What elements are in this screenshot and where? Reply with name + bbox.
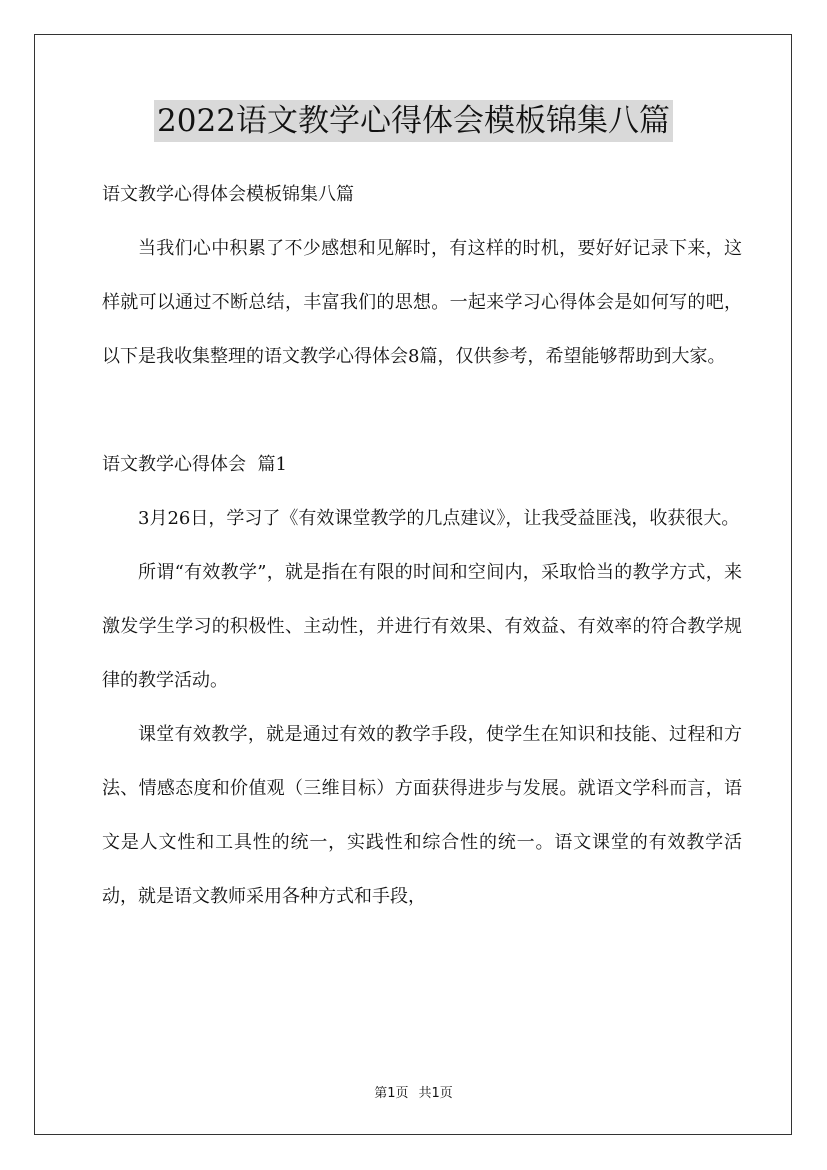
document-title: 2022语文教学心得体会模板锦集八篇: [154, 100, 673, 142]
intro-paragraph: 当我们心中积累了不少感想和见解时，有这样的时机，要好好记录下来，这样就可以通过不断总结，丰富我们的思想。一起来学习心得体会是如何写的吧，以下是我收集整理的语文教学心得体会8篇，仅供参考，希望能够帮助到大家。: [102, 238, 742, 367]
title-container: [0, 100, 827, 142]
page-number: 第1页: [374, 1086, 409, 1101]
document-subtitle: 语文教学心得体会模板锦集八篇: [102, 184, 354, 205]
section-gap: [102, 384, 742, 438]
body-paragraph-2: 所谓“有效教学”，就是指在有限的时间和空间内，采取恰当的教学方式，来激发学生学习的积极性、主动性，并进行有效果、有效益、有效率的符合教学规律的教学活动。: [102, 562, 742, 691]
section-heading: 语文教学心得体会 篇1: [102, 454, 287, 475]
document-body: [102, 168, 742, 924]
body-paragraph-3: 课堂有效教学，就是通过有效的教学手段，使学生在知识和技能、过程和方法、情感态度和价值观（三维目标）方面获得进步与发展。就语文学科而言，语文是人文性和工具性的统一，实践性和综合性的统一。语文课堂的有效教学活动，就是语文教师采用各种方式和手段，: [102, 724, 742, 907]
body-paragraph-1: 3月26日，学习了《有效课堂教学的几点建议》，让我受益匪浅，收获很大。: [138, 508, 740, 529]
page-footer: [0, 1082, 827, 1101]
page-total: 共1页: [418, 1086, 453, 1101]
